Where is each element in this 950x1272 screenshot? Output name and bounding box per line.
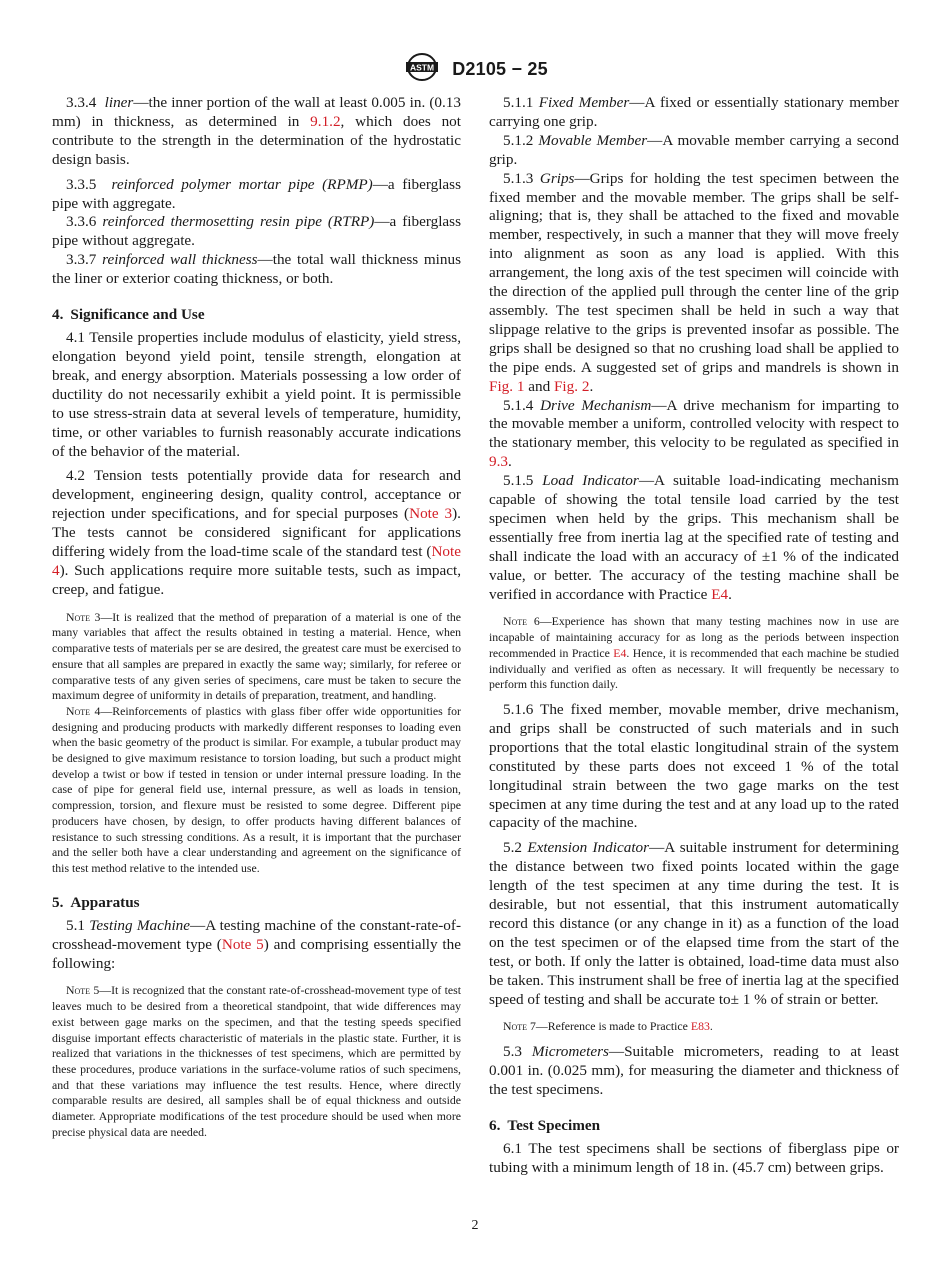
para-5-2: 5.2 Extension Indicator—A suitable instrument for determining the distance between two fixed points located within the gage length of the test specimen at any time during the test. It is desirable, but not essential, that this instrument automatically record this distance (or any change in it) as a function of the load on the test specimen or of the elapsed time from the start of the test, or both. If only the latter is obtained, load-time data must also be taken. This instrument shall be free of inertia lag at the specified speed of testing and shall be accurate to± 1 % of strain or better. (489, 839, 899, 1008)
para-5-1: 5.1 Testing Machine—A testing machine of the constant-rate-of-crosshead-movement type (Note 5) and comprising essentially the following: (52, 916, 461, 972)
link-e4[interactable]: E4 (711, 585, 729, 603)
para-5-1-2: 5.1.2 Movable Member—A movable member carrying a second grip. (489, 131, 899, 168)
link-fig-1[interactable]: Fig. 1 (489, 377, 525, 395)
para-3-3-6: 3.3.6 reinforced thermosetting resin pipe (RTRP)—a fiberglass pipe without aggregate. (52, 213, 461, 250)
link-9-3[interactable]: 9.3 (489, 453, 508, 471)
para-6-1: 6.1 The test specimens shall be sections of fiberglass pipe or tubing with a minimum length of 18 in. (45.7 cm) between grips. (489, 1139, 899, 1176)
link-e83[interactable]: E83 (690, 1019, 710, 1034)
note-6: Note 6—Experience has shown that many testing machines now in use are incapable of maintaining accuracy for as long as the periods between inspection recommended in Practice E4. Hence, it is recommended that each machine be studied individually and verified as often as necessary. It will frequently be necessary to perform this function daily. (489, 614, 899, 692)
page-header (0, 52, 950, 87)
link-9-1-2[interactable]: 9.1.2 (310, 112, 341, 130)
para-4-2: 4.2 Tension tests potentially provide data for research and development, engineering design, quality control, acceptance or rejection under specifications, and for special purposes (Note 3). The tests cannot be considered significant for applications differing widely from the load-time scale of the standard test (Note 4). Such applications require more suitable tests, such as impact, creep, and fatigue. (52, 467, 461, 598)
para-5-3: 5.3 Micrometers—Suitable micrometers, reading to at least 0.001 in. (0.025 mm), for measuring the diameter and thickness of the test specimens. (489, 1043, 899, 1098)
page-number: 2 (471, 1218, 479, 1233)
note-3: Note 3—It is realized that the method of preparation of a material is one of the many variables that affect the results obtained in testing a material. Hence, when comparative tests of materials per se are desired, the greatest care must be exercised to ensure that all samples are prepared in exactly the same way; similarly, for referee or comparative tests of any given series of specimens, care must be taken to secure the maximum degree of uniformity in details of preparation, treatment, and handling. (52, 609, 461, 703)
logo-text: ASTM (410, 62, 435, 73)
link-e4-note[interactable]: E4 (613, 645, 627, 660)
para-5-1-5: 5.1.5 Load Indicator—A suitable load-indicating mechanism capable of showing the total tensile load carried by the test specimen when held by the grips. This mechanism shall be essentially free from inertia lag at the specified rate of testing and shall indicate the load with an accuracy of ±1 % of the indicated value, or better. The accuracy of the testing machine shall be verified in accordance with Practice E4. (489, 472, 899, 603)
section-heading-5: 5. Apparatus (52, 893, 140, 911)
link-note-3[interactable]: Note 3 (409, 505, 453, 523)
para-3-3-4: 3.3.4 liner—the inner portion of the wall at least 0.005 in. (0.13 mm) in thickness, as determined in 9.1.2, which does not contribute to the strength in the determination of the hydrostatic design basis. (52, 94, 461, 168)
para-5-1-3: 5.1.3 Grips—Grips for holding the test specimen between the fixed member and the movable member. The grips shall be self-aligning; that is, they shall be attached to the fixed and movable member, respectively, in such a manner that they will move freely into alignment as soon as any load is applied. With this arrangement, the long axis of the test specimen will coincide with the direction of the applied pull through the center line of the grip assembly. The test specimen shall be held in such a way that slippage relative to the grips is prevented insofar as possible. The grips shall be designed so that no crushing load shall be applied to the pipe ends. A suggested set of grips and mandrels is shown in Fig. 1 and Fig. 2. (489, 169, 899, 395)
para-3-3-7: 3.3.7 reinforced wall thickness—the total wall thickness minus the liner or exterior coating thickness, or both. (52, 251, 461, 288)
link-note-4[interactable]: Note 4 (52, 543, 461, 579)
standard-designation: D2105 − 25 (452, 59, 548, 79)
para-5-1-4: 5.1.4 Drive Mechanism—A drive mechanism for imparting to the movable member a uniform, controlled velocity with respect to the stationary member, this velocity to be regulated as specified in 9.3. (489, 396, 900, 471)
para-5-1-1: 5.1.1 Fixed Member—A fixed or essentially stationary member carrying one grip. (489, 94, 899, 130)
astm-logo-icon (402, 52, 442, 87)
section-heading-6: 6. Test Specimen (489, 1116, 601, 1134)
link-fig-2[interactable]: Fig. 2 (553, 377, 590, 395)
para-3-3-5: 3.3.5 reinforced polymer mortar pipe (RPMP)—a fiberglass pipe with aggregate. (52, 175, 461, 212)
left-column (52, 94, 461, 1140)
note-4: Note 4—Reinforcements of plastics with glass fiber offer wide opportunities for designing and producing products with markedly different responses to loading even when the basic geometry of the product is similar. For example, a tubular product may be designed to give maximum resistance to torsion loading, but such a product might develop a twist or bow if tested in tension or under internal pressure loading. In the case of pipe for general field use, internal pressure, as well as loads in tension, compression, torsion, and flexure must be resisted to some degree. Different pipe producers have chosen, by design, to offer products having different balances of resistance to such stressing conditions. As a result, it is important that the purchaser and the seller both have a clear understanding and agreement on the significance of this test method relative to the intended use. (52, 703, 461, 875)
para-4-1: 4.1 Tensile properties include modulus of elasticity, yield stress, elongation beyond yield point, tensile strength, elongation at break, and energy absorption. Materials possessing a low order of ductility do not necessarily exhibit a yield point. It is permissible to use stress-strain data at several levels of temperature, humidity, time, or other variables to furnish reasonably accurate indications of the behavior of the material. (52, 329, 461, 460)
right-column (489, 94, 899, 1178)
note-5: Note 5—It is recognized that the constant rate-of-crosshead-movement type of test leaves much to be desired from a theoretical standpoint, that wide differences may exist between gage marks on the specimen, and that the testing speeds specified disguise important effects characteristic of materials in the plastic state. Further, it is realized that variations in the thicknesses of test specimens, which are permitted by these procedures, produce variations in the surface-volume ratios of such specimens, and that these variations may influence the test results. Hence, where directly comparable results are desired, all samples shall be of equal thickness and outside diameter. Appropriate modifications of the test procedure should be used when more precise physical data are needed. (52, 983, 461, 1139)
link-note-5[interactable]: Note 5 (221, 935, 264, 953)
note-7: Note 7—Reference is made to Practice E83. (503, 1019, 713, 1034)
para-5-1-6: 5.1.6 The fixed member, movable member, drive mechanism, and grips shall be constructed of such materials and in such proportions that the total elastic longitudinal strain of the system constituted by these parts does not exceed 1 % of the total longitudinal strain between the two gage marks on the test specimen at any time during the test and at any load up to the rated capacity of the machine. (489, 700, 899, 832)
section-heading-4: 4. Significance and Use (52, 306, 205, 324)
